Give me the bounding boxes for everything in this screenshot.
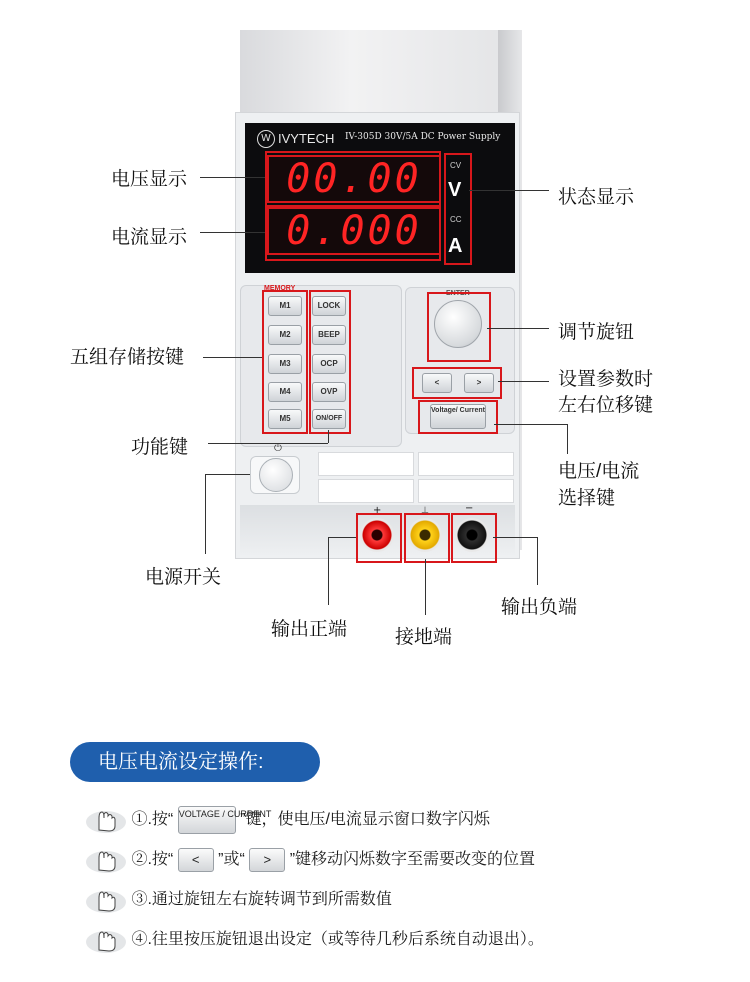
instruction-step-1 xyxy=(85,806,490,838)
ovp-key[interactable]: OVP xyxy=(312,382,346,402)
instructions-header: 电压电流设定操作: xyxy=(70,742,320,782)
callout-line xyxy=(567,424,568,454)
vent-slot xyxy=(418,479,514,503)
callout-adjust-knob: 调节旋钮 xyxy=(558,322,635,343)
shift-right-key[interactable]: > xyxy=(464,373,494,393)
callout-line xyxy=(328,430,329,443)
right-button-image: > xyxy=(249,848,285,872)
step-4-text: ④.往里按压旋钮退出设定（或等待几秒后系统自动退出）。 xyxy=(131,931,544,949)
vent-slot xyxy=(318,452,414,476)
vent-slot xyxy=(418,452,514,476)
memory-key-m1[interactable]: M1 xyxy=(268,296,302,316)
callout-status-display: 状态显示 xyxy=(558,187,635,208)
power-switch-button[interactable] xyxy=(259,458,293,492)
pointing-hand-icon xyxy=(85,926,127,954)
callout-line xyxy=(200,177,265,178)
step-3-text: ③.通过旋钮左右旋转调节到所需数值 xyxy=(131,891,392,909)
memory-key-m5[interactable]: M5 xyxy=(268,409,302,429)
callout-line xyxy=(493,537,537,538)
callout-line xyxy=(208,443,328,444)
callout-shift-keys-line2: 左右位移键 xyxy=(558,395,654,416)
step-2-suffix: ”键移动闪烁数字至需要改变的位置 xyxy=(289,851,536,869)
callout-ground-terminal: 接地端 xyxy=(395,627,453,648)
brand-name: IVYTECH xyxy=(278,131,335,146)
ground-terminal[interactable] xyxy=(408,518,442,552)
callout-line xyxy=(425,559,426,615)
memory-label: MEMORY xyxy=(264,285,296,292)
current-lcd: 0.000 xyxy=(267,207,441,255)
instruction-step-3 xyxy=(85,886,392,918)
voltage-display-highlight xyxy=(265,151,441,207)
negative-terminal[interactable] xyxy=(455,518,489,552)
callout-voltage-display: 电压显示 xyxy=(111,169,188,190)
minus-marking: − xyxy=(465,503,474,514)
callout-function-keys: 功能键 xyxy=(131,437,189,458)
left-button-image: < xyxy=(178,848,214,872)
plus-marking: + xyxy=(373,505,382,516)
callout-line xyxy=(200,232,265,233)
vent-slot xyxy=(318,479,414,503)
callout-power-switch: 电源开关 xyxy=(145,567,222,588)
callout-line xyxy=(469,190,549,191)
callout-line xyxy=(498,381,549,382)
voltage-unit: V xyxy=(448,179,462,201)
callout-vc-select-line1: 电压/电流 xyxy=(558,461,640,482)
brand-logo-icon: W xyxy=(257,130,275,148)
model-label: IV-305D 30V/5A DC Power Supply xyxy=(345,132,501,142)
callout-line xyxy=(487,328,549,329)
step-2-prefix: ②.按“ xyxy=(131,851,174,869)
beep-key[interactable]: BEEP xyxy=(312,325,346,345)
step-2-mid: ”或“ xyxy=(218,851,245,869)
callout-line xyxy=(205,474,250,475)
callout-vc-select-line2: 选择键 xyxy=(558,488,616,509)
instruction-step-4 xyxy=(85,926,544,958)
step-1-prefix: ①.按“ xyxy=(131,811,174,829)
cv-indicator: CV xyxy=(450,161,462,170)
cc-indicator: CC xyxy=(450,215,462,224)
callout-line xyxy=(494,424,567,425)
current-unit: A xyxy=(448,235,463,257)
memory-key-m3[interactable]: M3 xyxy=(268,354,302,374)
voltage-current-button-image: VOLTAGE / CURRENT xyxy=(178,806,236,834)
callout-line xyxy=(537,537,538,585)
ground-marking: ⏚ xyxy=(420,507,430,518)
current-display-highlight xyxy=(265,205,441,261)
pointing-hand-icon xyxy=(85,806,127,834)
ocp-key[interactable]: OCP xyxy=(312,354,346,374)
output-on-off-key[interactable]: ON/OFF xyxy=(312,409,346,429)
callout-positive-output: 输出正端 xyxy=(271,619,348,640)
adjust-knob[interactable] xyxy=(434,300,482,348)
callout-line xyxy=(328,537,356,538)
shift-left-key[interactable]: < xyxy=(422,373,452,393)
memory-key-m2[interactable]: M2 xyxy=(268,325,302,345)
enter-label: ENTER xyxy=(446,290,470,297)
step-1-suffix: ”键，使电压/电流显示窗口数字闪烁 xyxy=(240,811,490,829)
callout-current-display: 电流显示 xyxy=(111,227,188,248)
callout-line xyxy=(203,357,262,358)
callout-memory-keys: 五组存储按键 xyxy=(70,347,185,368)
pointing-hand-icon xyxy=(85,846,127,874)
callout-line xyxy=(205,474,206,554)
positive-terminal[interactable] xyxy=(360,518,394,552)
callout-negative-output: 输出负端 xyxy=(501,597,578,618)
callout-line xyxy=(328,537,329,605)
callout-shift-keys-line1: 设置参数时 xyxy=(558,369,654,390)
pointing-hand-icon xyxy=(85,886,127,914)
lock-key[interactable]: LOCK xyxy=(312,296,346,316)
voltage-lcd: 00.00 xyxy=(267,155,441,203)
voltage-current-key[interactable]: Voltage/ Current xyxy=(430,404,486,429)
memory-key-m4[interactable]: M4 xyxy=(268,382,302,402)
instruction-step-2 xyxy=(85,846,535,878)
